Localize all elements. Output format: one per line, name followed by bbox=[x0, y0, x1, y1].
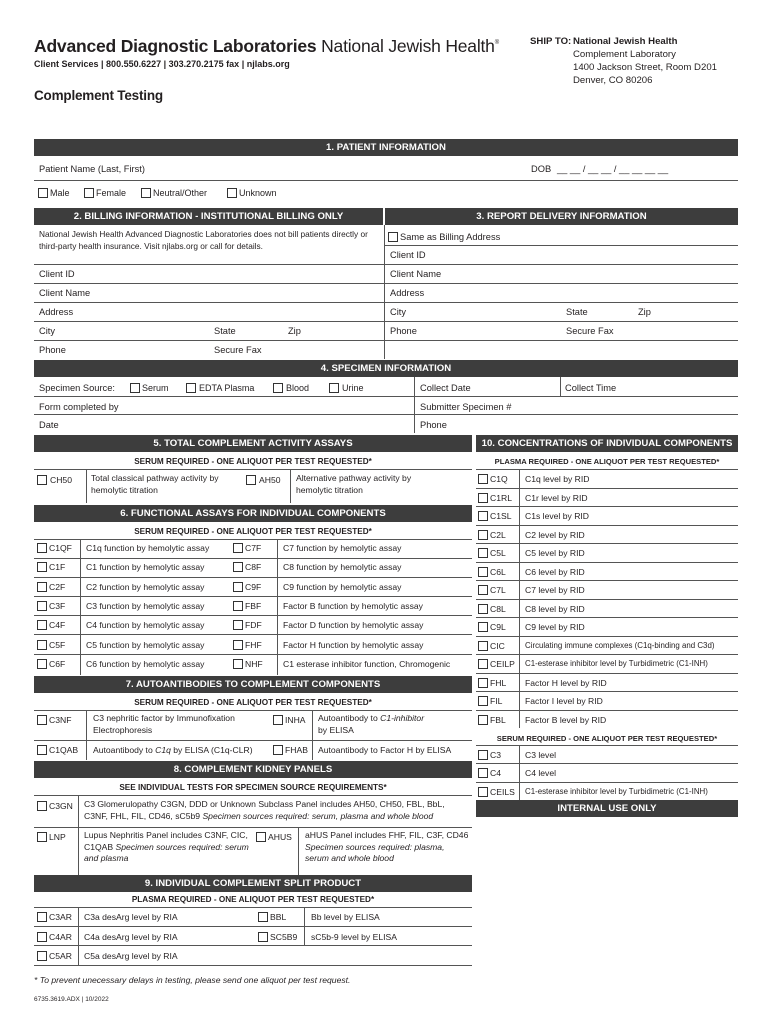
ship-to-line: Complement Laboratory bbox=[573, 49, 676, 60]
divider bbox=[476, 654, 738, 655]
desc-part: C3 Glomerulopathy C3GN, DDD or Unknown Subclass Panel includes AH50, CH50, FBL, BbL, C3NF, FHL, FIL, CD46, sC5b9 bbox=[84, 799, 445, 821]
desc-part: by ELISA bbox=[318, 724, 354, 735]
c1q-checkbox[interactable] bbox=[478, 474, 488, 484]
autoantibodies-section-header: 7. AUTOANTIBODIES TO COMPLEMENT COMPONENTS bbox=[34, 676, 472, 693]
divider bbox=[476, 543, 738, 544]
divider bbox=[298, 827, 299, 875]
divider bbox=[34, 469, 472, 470]
test-code: AH50 bbox=[259, 475, 281, 485]
desc-part: Specimen sources required: serum and plasma bbox=[84, 841, 249, 863]
test-description: C1 esterase inhibitor function, Chromogenic bbox=[283, 659, 451, 669]
test-description: C1-esterase inhibitor level by Turbidimetric (C1-INH) bbox=[525, 659, 708, 668]
test-code: C5F bbox=[49, 640, 66, 650]
test-code: C5AR bbox=[49, 951, 72, 961]
same-as-billing-checkbox[interactable] bbox=[388, 232, 398, 242]
test-code: C3GN bbox=[49, 801, 73, 811]
billing-state-label: State bbox=[214, 326, 236, 336]
divider bbox=[34, 965, 472, 966]
divider bbox=[34, 740, 472, 741]
delivery-zip-label: Zip bbox=[638, 307, 651, 317]
test-description: C9 level by RID bbox=[525, 622, 585, 632]
test-description: Circulating immune complexes (C1q-binding and C3d) bbox=[525, 640, 715, 650]
test-code: FHAB bbox=[285, 745, 308, 755]
specimen-source-option: EDTA Plasma bbox=[199, 383, 255, 393]
test-code: C1Q bbox=[490, 474, 508, 484]
unknown-checkbox[interactable] bbox=[227, 188, 237, 198]
c2l-checkbox[interactable] bbox=[478, 530, 488, 540]
divider bbox=[476, 673, 738, 674]
collect-date-label: Collect Date bbox=[420, 383, 471, 393]
serum-checkbox[interactable] bbox=[130, 383, 140, 393]
billing-client-name-label: Client Name bbox=[39, 288, 91, 298]
test-code: C1RL bbox=[490, 492, 512, 503]
test-description bbox=[318, 713, 468, 736]
test-description: C3 level bbox=[525, 750, 557, 760]
inha-checkbox[interactable] bbox=[273, 715, 283, 725]
c4ar-checkbox[interactable] bbox=[37, 932, 47, 942]
c6l-checkbox[interactable] bbox=[478, 567, 488, 577]
test-code: C1QF bbox=[49, 543, 72, 553]
individual-components-section-header: 10. CONCENTRATIONS OF INDIVIDUAL COMPONENTS bbox=[476, 435, 738, 452]
divider bbox=[34, 264, 738, 265]
test-code: LNP bbox=[49, 832, 66, 842]
test-code: C9F bbox=[245, 582, 262, 592]
fbf-checkbox[interactable] bbox=[233, 601, 243, 611]
c3nf-checkbox[interactable] bbox=[37, 715, 47, 725]
test-description: C5 level by RID bbox=[525, 548, 585, 558]
test-description: C6 level by RID bbox=[525, 566, 585, 577]
ship-to-line: 1400 Jackson Street, Room D201 bbox=[573, 62, 717, 73]
neutral-other-checkbox[interactable] bbox=[141, 188, 151, 198]
divider bbox=[312, 710, 313, 760]
c1sl-checkbox[interactable] bbox=[478, 511, 488, 521]
test-description: C9 function by hemolytic assay bbox=[283, 582, 402, 592]
patient-name-label: Patient Name (Last, First) bbox=[39, 164, 145, 174]
divider bbox=[476, 506, 738, 507]
specimen-source-option: Urine bbox=[342, 383, 364, 393]
divider bbox=[476, 599, 738, 600]
delivery-client-id-label: Client ID bbox=[390, 250, 426, 260]
test-code: C9L bbox=[490, 622, 506, 632]
divider bbox=[34, 907, 472, 908]
test-description: C1r level by RID bbox=[525, 492, 588, 503]
divider bbox=[34, 283, 738, 284]
desc-part: Autoantibody to bbox=[93, 745, 156, 755]
blood-checkbox[interactable] bbox=[273, 383, 283, 393]
test-description: C6 function by hemolytic assay bbox=[86, 659, 205, 669]
sc5b9-checkbox[interactable] bbox=[258, 932, 268, 942]
fil-checkbox[interactable] bbox=[478, 696, 488, 706]
ah50-checkbox[interactable] bbox=[246, 475, 256, 485]
test-code: C8F bbox=[245, 562, 262, 572]
test-description: Factor H function by hemolytic assay bbox=[283, 640, 424, 650]
c3-checkbox[interactable] bbox=[478, 750, 488, 760]
split-product-section-header: 9. INDIVIDUAL COMPLEMENT SPLIT PRODUCT bbox=[34, 875, 472, 892]
divider bbox=[414, 377, 415, 433]
dob-field[interactable]: __ __ / __ __ / __ __ __ __ bbox=[557, 164, 669, 174]
test-description: sC5b-9 level by ELISA bbox=[311, 932, 397, 942]
c7l-checkbox[interactable] bbox=[478, 585, 488, 595]
test-code: CH50 bbox=[50, 475, 72, 485]
test-description bbox=[93, 744, 253, 756]
test-code: SC5B9 bbox=[270, 932, 298, 942]
submitter-specimen-label: Submitter Specimen # bbox=[420, 402, 512, 412]
divider bbox=[476, 525, 738, 526]
test-code: CEILP bbox=[490, 659, 515, 669]
divider bbox=[34, 558, 472, 559]
c5ar-checkbox[interactable] bbox=[37, 951, 47, 961]
divider bbox=[86, 710, 87, 760]
fhf-checkbox[interactable] bbox=[233, 640, 243, 650]
c3gn-checkbox[interactable] bbox=[37, 801, 47, 811]
lab-brand bbox=[34, 36, 499, 57]
divider bbox=[476, 763, 738, 764]
footnote: * To prevent unecessary delays in testing, please send one aliquot per test request. bbox=[34, 975, 351, 985]
sex-option-label: Neutral/Other bbox=[153, 188, 208, 198]
test-description: C1-esterase inhibitor level by Turbidimetric (C1-INH) bbox=[525, 786, 708, 796]
serum-required-note: SERUM REQUIRED - ONE ALIQUOT PER TEST REQUESTED* bbox=[134, 457, 372, 466]
patient-section-header: 1. PATIENT INFORMATION bbox=[34, 139, 738, 156]
cic-checkbox[interactable] bbox=[478, 641, 488, 651]
c5f-checkbox[interactable] bbox=[37, 640, 47, 650]
c1rl-checkbox[interactable] bbox=[478, 493, 488, 503]
specimen-requirements-note: SEE INDIVIDUAL TESTS FOR SPECIMEN SOURCE REQUIREMENTS* bbox=[119, 783, 387, 792]
sex-option-label: Unknown bbox=[239, 188, 277, 198]
c1qf-checkbox[interactable] bbox=[37, 543, 47, 553]
date-label: Date bbox=[39, 420, 59, 430]
fhl-checkbox[interactable] bbox=[478, 678, 488, 688]
test-description bbox=[84, 830, 254, 865]
test-description: Factor H level by RID bbox=[525, 677, 607, 688]
test-code: C3 bbox=[490, 750, 501, 760]
specimen-section-header: 4. SPECIMEN INFORMATION bbox=[34, 360, 738, 377]
test-description: C5a desArg level by RIA bbox=[84, 951, 178, 961]
same-as-billing-label: Same as Billing Address bbox=[400, 232, 501, 242]
desc-part: Lupus Nephritis Panel includes C3NF, CIC, C1QAB bbox=[84, 830, 248, 852]
billing-address-label: Address bbox=[39, 307, 74, 317]
test-code: C2F bbox=[49, 582, 66, 592]
test-code: FBF bbox=[245, 601, 262, 611]
nhf-checkbox[interactable] bbox=[233, 659, 243, 669]
divider bbox=[476, 691, 738, 692]
divider bbox=[476, 580, 738, 581]
ceils-checkbox[interactable] bbox=[478, 787, 488, 797]
test-code: CEILS bbox=[490, 786, 515, 797]
c4f-checkbox[interactable] bbox=[37, 620, 47, 630]
plasma-required-note: PLASMA REQUIRED - ONE ALIQUOT PER TEST REQUESTED* bbox=[131, 895, 375, 904]
c3f-checkbox[interactable] bbox=[37, 601, 47, 611]
test-description: Factor D function by hemolytic assay bbox=[283, 620, 424, 630]
urine-checkbox[interactable] bbox=[329, 383, 339, 393]
test-description: C2 level by RID bbox=[525, 529, 585, 540]
edta-plasma-checkbox[interactable] bbox=[186, 383, 196, 393]
test-code: C4F bbox=[49, 620, 66, 630]
divider bbox=[86, 469, 87, 503]
desc-part: Autoantibody to bbox=[318, 713, 381, 723]
test-description: C3a desArg level by RIA bbox=[84, 912, 178, 922]
form-completed-by-label: Form completed by bbox=[39, 402, 119, 412]
divider bbox=[34, 180, 738, 181]
divider bbox=[78, 795, 79, 875]
form-code: 6735.3619.ADX | 10/2022 bbox=[34, 996, 109, 1003]
desc-part: aHUS Panel includes FHF, FIL, C3F, CD46 bbox=[305, 830, 469, 840]
brand-mark: ® bbox=[494, 40, 499, 46]
test-description: C1q level by RID bbox=[525, 474, 590, 484]
c7f-checkbox[interactable] bbox=[233, 543, 243, 553]
ship-to-label: SHIP TO: bbox=[530, 36, 572, 47]
c9f-checkbox[interactable] bbox=[233, 582, 243, 592]
c4-checkbox[interactable] bbox=[478, 768, 488, 778]
test-code: C1SL bbox=[490, 511, 512, 521]
test-code: C1QAB bbox=[49, 745, 79, 755]
kidney-panels-section-header: 8. COMPLEMENT KIDNEY PANELS bbox=[34, 761, 472, 778]
specimen-source-label: Specimen Source: bbox=[39, 383, 115, 393]
desc-part: C1q bbox=[155, 745, 171, 755]
brand-bold: Advanced Diagnostic Laboratories bbox=[34, 36, 317, 56]
billing-city-label: City bbox=[39, 326, 56, 336]
collect-time-label: Collect Time bbox=[565, 383, 617, 393]
serum-required-note: SERUM REQUIRED - ONE ALIQUOT PER TEST REQUESTED* bbox=[134, 698, 372, 707]
phone-label: Phone bbox=[420, 420, 447, 430]
divider bbox=[476, 617, 738, 618]
c1f-checkbox[interactable] bbox=[37, 562, 47, 572]
divider bbox=[34, 615, 472, 616]
divider bbox=[78, 907, 79, 965]
test-code: AHUS bbox=[268, 832, 292, 842]
divider bbox=[34, 577, 472, 578]
ship-to-line: Denver, CO 80206 bbox=[573, 75, 653, 86]
ch50-checkbox[interactable] bbox=[37, 475, 47, 485]
billing-section-header: 2. BILLING INFORMATION - INSTITUTIONAL BILLING ONLY bbox=[34, 208, 383, 225]
test-description: Bb level by ELISA bbox=[311, 912, 380, 922]
divider bbox=[34, 827, 472, 828]
test-code: C2L bbox=[490, 529, 506, 540]
test-description: Factor B function by hemolytic assay bbox=[283, 601, 423, 611]
divider bbox=[34, 321, 738, 322]
c3ar-checkbox[interactable] bbox=[37, 912, 47, 922]
test-description: C8 level by RID bbox=[525, 603, 585, 614]
test-description bbox=[84, 799, 469, 822]
divider bbox=[34, 396, 738, 397]
test-code: C4AR bbox=[49, 932, 72, 942]
fdf-checkbox[interactable] bbox=[233, 620, 243, 630]
billing-zip-label: Zip bbox=[288, 326, 301, 336]
internal-use-header: INTERNAL USE ONLY bbox=[476, 800, 738, 817]
test-code: CIC bbox=[490, 640, 505, 651]
test-code: C7L bbox=[490, 585, 506, 595]
divider bbox=[560, 377, 561, 396]
fhab-checkbox[interactable] bbox=[273, 745, 283, 755]
test-code: C6L bbox=[490, 566, 506, 577]
test-description: C2 function by hemolytic assay bbox=[86, 582, 205, 592]
test-description: C1s level by RID bbox=[525, 511, 589, 521]
delivery-phone-label: Phone bbox=[390, 326, 417, 336]
test-description: C5 function by hemolytic assay bbox=[86, 640, 205, 650]
divider bbox=[519, 746, 520, 800]
sex-option-label: Male bbox=[50, 188, 70, 198]
divider bbox=[34, 596, 472, 597]
divider bbox=[34, 302, 738, 303]
client-services-contact: Client Services | 800.550.6227 | 303.270.2175 fax | njlabs.org bbox=[34, 59, 290, 69]
divider bbox=[34, 539, 472, 540]
divider bbox=[476, 636, 738, 637]
test-description: Alternative pathway activity by hemolytic titration bbox=[296, 473, 412, 495]
test-code: FHF bbox=[245, 640, 262, 650]
desc-part: Specimen sources required: serum, plasma and whole blood bbox=[202, 810, 434, 821]
delivery-city-label: City bbox=[390, 307, 407, 317]
divider bbox=[34, 634, 472, 635]
divider bbox=[385, 245, 738, 246]
test-code: FHL bbox=[490, 677, 507, 688]
test-description: C1q function by hemolytic assay bbox=[86, 543, 210, 553]
divider bbox=[34, 926, 472, 927]
test-code: BBL bbox=[270, 912, 287, 922]
test-description: C3 nephritic factor by Immunofixation Electrophoresis bbox=[93, 713, 235, 735]
serum-required-note: SERUM REQUIRED - ONE ALIQUOT PER TEST REQUESTED* bbox=[134, 527, 372, 536]
female-checkbox[interactable] bbox=[84, 188, 94, 198]
test-code: INHA bbox=[285, 715, 306, 725]
c6f-checkbox[interactable] bbox=[37, 659, 47, 669]
male-checkbox[interactable] bbox=[38, 188, 48, 198]
divider bbox=[476, 782, 738, 783]
fbl-checkbox[interactable] bbox=[478, 715, 488, 725]
divider bbox=[34, 710, 472, 711]
test-description: C8 function by hemolytic assay bbox=[283, 562, 402, 572]
test-description: C1 function by hemolytic assay bbox=[86, 562, 205, 572]
billing-note: National Jewish Health Advanced Diagnostic Laboratories does not bill patients directly or third-party health insurance. Visit njlabs.org or call for details. bbox=[39, 229, 368, 251]
test-description: C4 level bbox=[525, 768, 557, 779]
test-description: Factor I level by RID bbox=[525, 696, 603, 706]
total-complement-section-header: 5. TOTAL COMPLEMENT ACTIVITY ASSAYS bbox=[34, 435, 472, 452]
test-code: C3AR bbox=[49, 912, 72, 922]
delivery-client-name-label: Client Name bbox=[390, 269, 442, 279]
c5l-checkbox[interactable] bbox=[478, 548, 488, 558]
divider bbox=[34, 654, 472, 655]
test-description: C4 function by hemolytic assay bbox=[86, 620, 205, 630]
delivery-secure-fax-label: Secure Fax bbox=[566, 326, 614, 336]
divider bbox=[34, 945, 472, 946]
sex-option-label: Female bbox=[96, 188, 127, 198]
test-code: C8L bbox=[490, 603, 506, 614]
c8f-checkbox[interactable] bbox=[233, 562, 243, 572]
specimen-source-option: Blood bbox=[286, 383, 310, 393]
c8l-checkbox[interactable] bbox=[478, 604, 488, 614]
delivery-section-header: 3. REPORT DELIVERY INFORMATION bbox=[385, 208, 738, 225]
test-code: C3F bbox=[49, 601, 66, 611]
brand-regular: National Jewish Health bbox=[321, 36, 495, 56]
desc-part: by ELISA (C1q-CLR) bbox=[170, 745, 253, 755]
delivery-state-label: State bbox=[566, 307, 588, 317]
desc-part: C1-inhibitor bbox=[380, 713, 425, 723]
divider bbox=[476, 469, 738, 470]
divider bbox=[476, 745, 738, 746]
c9l-checkbox[interactable] bbox=[478, 622, 488, 632]
serum-required-note: SERUM REQUIRED - ONE ALIQUOT PER TEST REQUESTED* bbox=[496, 734, 718, 743]
functional-assays-section-header: 6. FUNCTIONAL ASSAYS FOR INDIVIDUAL COMPONENTS bbox=[34, 505, 472, 522]
divider bbox=[290, 469, 291, 503]
test-description: Factor B level by RID bbox=[525, 714, 607, 725]
test-code: C3NF bbox=[49, 715, 72, 725]
test-description bbox=[305, 830, 470, 865]
test-code: C7F bbox=[245, 543, 262, 553]
divider bbox=[34, 795, 472, 796]
lnp-checkbox[interactable] bbox=[37, 832, 47, 842]
ceilp-checkbox[interactable] bbox=[478, 659, 488, 669]
test-code: FBL bbox=[490, 714, 506, 725]
test-code: FDF bbox=[245, 620, 262, 630]
test-description: Total classical pathway activity by hemolytic titration bbox=[91, 473, 219, 495]
billing-secure-fax-label: Secure Fax bbox=[214, 345, 262, 355]
c1qab-checkbox[interactable] bbox=[37, 745, 47, 755]
form-title: Complement Testing bbox=[34, 88, 163, 103]
desc-part: Specimen sources required: plasma, serum and whole blood bbox=[305, 841, 445, 863]
divider bbox=[476, 710, 738, 711]
bbl-checkbox[interactable] bbox=[258, 912, 268, 922]
divider bbox=[476, 562, 738, 563]
plasma-required-note: PLASMA REQUIRED - ONE ALIQUOT PER TEST REQUESTED* bbox=[494, 457, 720, 466]
test-description: C7 level by RID bbox=[525, 585, 585, 595]
dob-label: DOB bbox=[531, 164, 552, 174]
test-code: FIL bbox=[490, 696, 503, 706]
specimen-source-option: Serum bbox=[142, 383, 169, 393]
billing-phone-label: Phone bbox=[39, 345, 66, 355]
divider bbox=[34, 340, 738, 341]
divider bbox=[34, 414, 738, 415]
ahus-checkbox[interactable] bbox=[256, 832, 266, 842]
test-code: C1F bbox=[49, 562, 66, 572]
test-code: C4 bbox=[490, 768, 501, 779]
test-code: NHF bbox=[245, 659, 263, 669]
delivery-address-label: Address bbox=[390, 288, 425, 298]
divider bbox=[476, 488, 738, 489]
test-description: Autoantibody to Factor H by ELISA bbox=[318, 745, 452, 755]
test-code: C5L bbox=[490, 548, 506, 558]
ship-to-line: National Jewish Health bbox=[573, 36, 678, 47]
billing-client-id-label: Client ID bbox=[39, 269, 75, 279]
c2f-checkbox[interactable] bbox=[37, 582, 47, 592]
test-code: C6F bbox=[49, 659, 66, 669]
test-description: C3 function by hemolytic assay bbox=[86, 601, 205, 611]
test-description: C4a desArg level by RIA bbox=[84, 932, 178, 942]
test-description: C7 function by hemolytic assay bbox=[283, 543, 402, 553]
